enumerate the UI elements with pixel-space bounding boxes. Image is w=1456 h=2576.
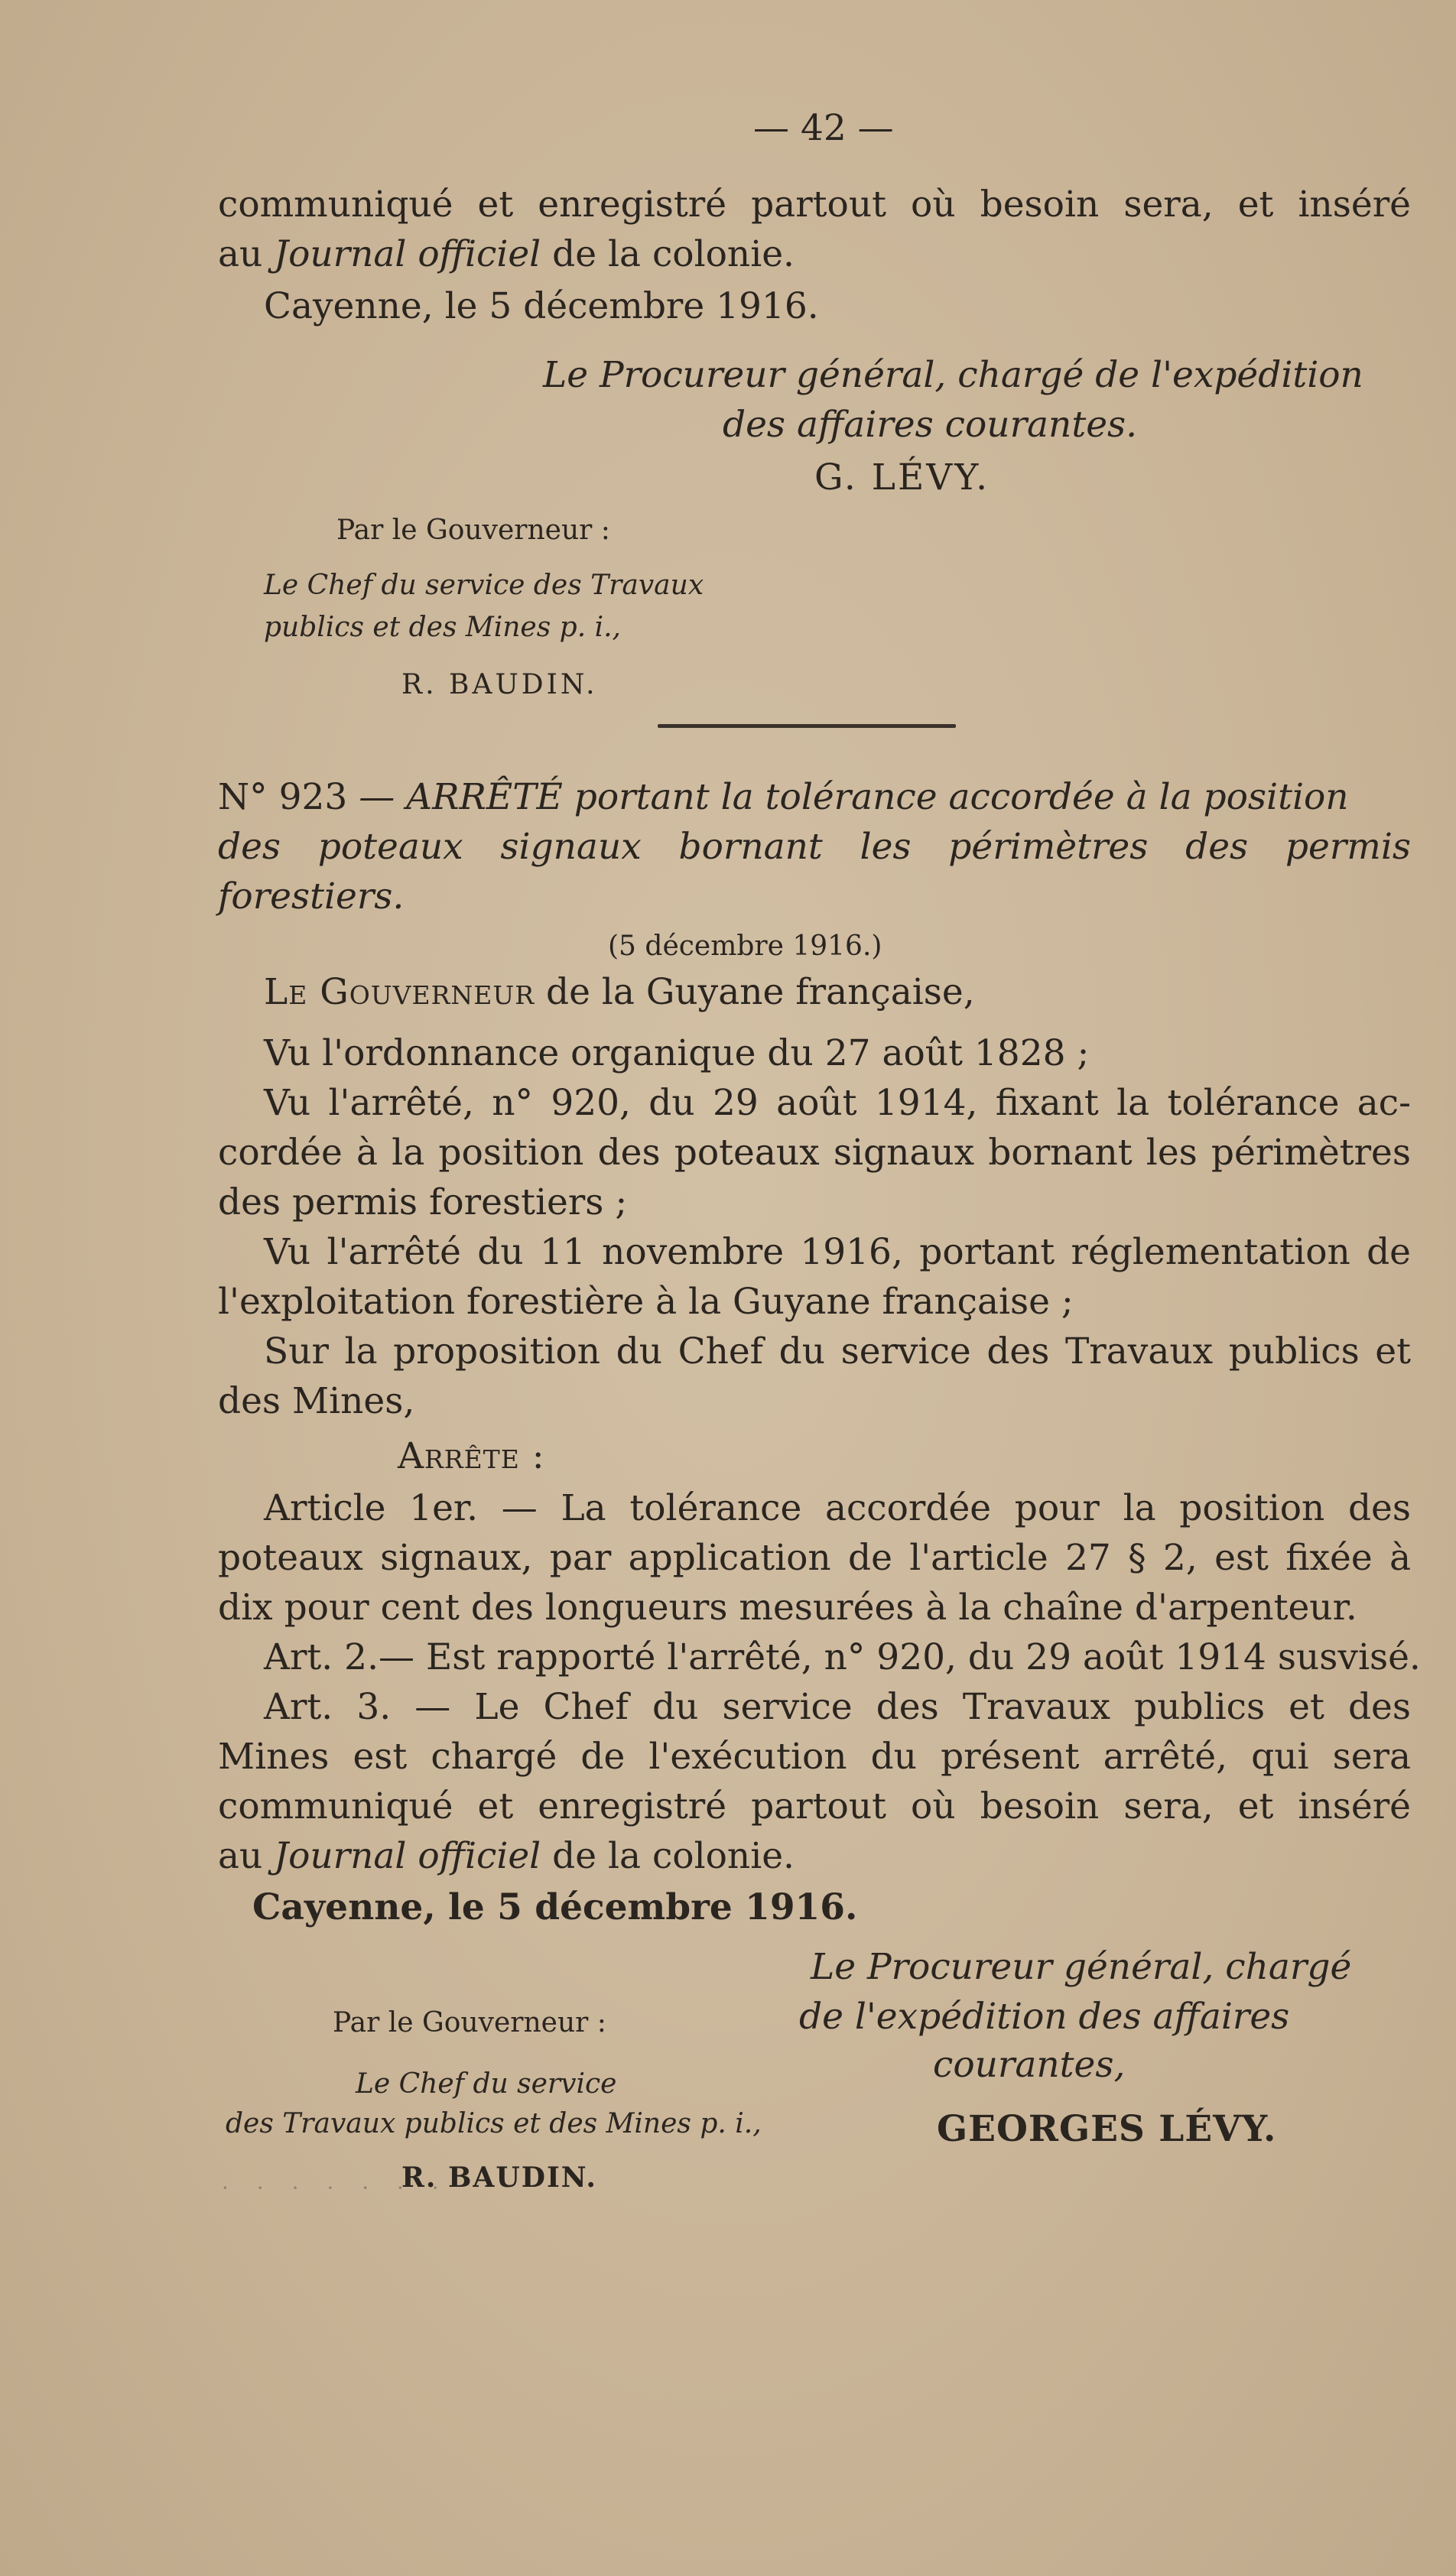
prev-date-place: Cayenne, le 5 décembre 1916. xyxy=(264,285,819,327)
signer-name: GEORGES LÉVY. xyxy=(937,2108,1277,2150)
ink-smudge: · · · · · · · xyxy=(222,2175,450,2201)
consideration: Vu l'ordonnance organique du 27 août 1828 ; xyxy=(264,1032,1090,1074)
chief-line-1: Le Chef du service xyxy=(356,2068,617,2100)
consideration: des permis forestiers ; xyxy=(218,1181,628,1223)
decree-title-line-2: des poteaux signaux bornant les périmètres des permis xyxy=(218,826,1411,868)
article-line: poteaux signaux, par application de l'article 27 § 2, est fixée à xyxy=(218,1537,1411,1579)
signer-title-1: Le Procureur général, chargé xyxy=(811,1946,1352,1988)
consideration: l'exploitation forestière à la Guyane française ; xyxy=(218,1281,1074,1323)
prev-signer-title-2: des affaires courantes. xyxy=(723,404,1138,446)
decree-number: N° 923 xyxy=(218,776,348,818)
prev-signer-title-1: Le Procureur général, chargé de l'expédition xyxy=(543,354,1363,396)
prev-closing-line-2: au Journal officiel de la colonie. xyxy=(218,233,795,275)
article-line: communiqué et enregistré partout où besoin sera, et inséré xyxy=(218,1785,1411,1827)
consideration: Vu l'arrêté, n° 920, du 29 août 1914, fixant la tolérance ac- xyxy=(264,1082,1411,1124)
signer-title-3: courantes, xyxy=(933,2044,1126,2086)
consideration: Sur la proposition du Chef du service des Travaux publics et xyxy=(264,1330,1411,1372)
article-line: Art. 3. — Le Chef du service des Travaux publics et des xyxy=(264,1686,1411,1728)
by-governor: Par le Gouverneur : xyxy=(333,2007,606,2038)
decree-title-line-3: forestiers. xyxy=(218,875,405,918)
decree-date-place: Cayenne, le 5 décembre 1916. xyxy=(252,1886,858,1928)
consideration: Vu l'arrêté du 11 novembre 1916, portant réglementation de xyxy=(264,1231,1411,1273)
prev-chief-line-2: publics et des Mines p. i., xyxy=(264,612,621,643)
prev-signer-name: G. LÉVY. xyxy=(814,456,990,499)
article-line: Mines est chargé de l'exécution du présent arrêté, qui sera xyxy=(218,1736,1411,1778)
prev-chief-line-1: Le Chef du service des Travaux xyxy=(264,570,704,601)
prev-by-governor: Par le Gouverneur : xyxy=(336,515,610,546)
decree-closing-line: au Journal officiel de la colonie. xyxy=(218,1835,795,1877)
page-number: — 42 — xyxy=(753,107,894,149)
prev-chief-name: R. BAUDIN. xyxy=(401,669,598,700)
section-divider xyxy=(658,724,956,728)
signer-title-2: de l'expédition des affaires xyxy=(799,1996,1290,2038)
journal-officiel-ref: Journal officiel xyxy=(274,233,541,275)
decree-date: (5 décembre 1916.) xyxy=(608,931,882,962)
governor-line: Le Gouverneur de la Guyane française, xyxy=(264,971,975,1013)
chief-line-2: des Travaux publics et des Mines p. i., xyxy=(226,2108,762,2139)
journal-officiel-ref: Journal officiel xyxy=(274,1835,541,1877)
arrete-heading: Arrête : xyxy=(398,1435,545,1477)
article-line: dix pour cent des longueurs mesurées à la chaîne d'arpenteur. xyxy=(218,1587,1357,1629)
chief-name: R. BAUDIN. xyxy=(401,2162,597,2194)
article-line: Article 1er. — La tolérance accordée pour la position des xyxy=(264,1487,1411,1529)
prev-closing-line-1: communiqué et enregistré partout où besoin sera, et inséré xyxy=(218,184,1411,226)
article-line: Art. 2.— Est rapporté l'arrêté, n° 920, du 29 août 1914 susvisé. xyxy=(264,1636,1421,1678)
decree-title-line-1: N° 923 — ARRÊTÉ portant la tolérance accordée à la position xyxy=(218,776,1349,818)
consideration: des Mines, xyxy=(218,1380,415,1422)
consideration: cordée à la position des poteaux signaux bornant les périmètres xyxy=(218,1132,1411,1174)
